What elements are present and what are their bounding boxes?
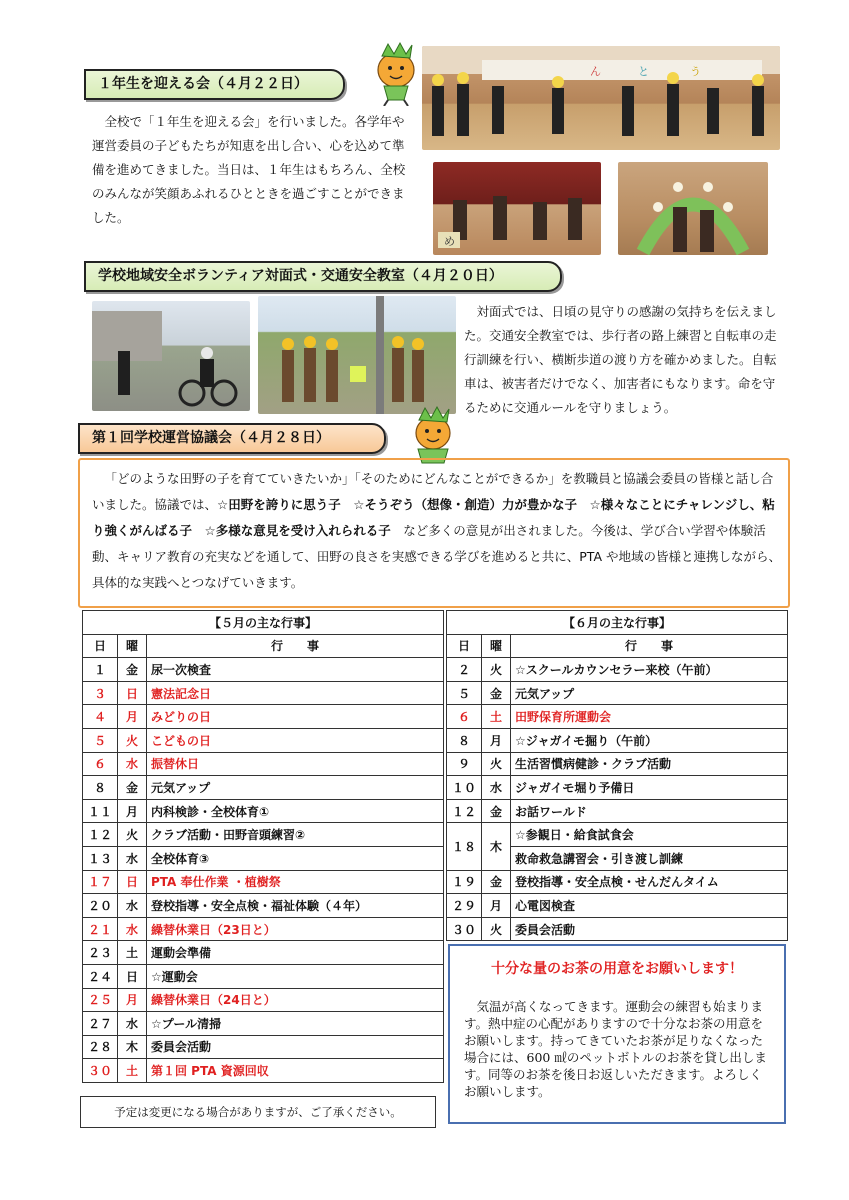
table-cell: 委員会活動 — [511, 917, 788, 941]
table-cell: 内科検診・全校体育① — [147, 799, 444, 823]
table-cell: ２４ — [83, 964, 118, 988]
section3-point-2: ☆そうぞう（想像・創造）力が豊かな子 — [353, 497, 577, 512]
may-heading: 【５月の主な行事】 — [83, 611, 444, 635]
table-cell: ２９ — [447, 894, 482, 918]
table-row — [447, 611, 788, 635]
table-cell: 尿一次検査 — [147, 658, 444, 682]
table-cell: ３０ — [447, 917, 482, 941]
table-cell: ☆ジャガイモ掘り（午前） — [511, 728, 788, 752]
section1-body: 全校で「１年生を迎える会」を行いました。各学年や運営委員の子どもたちが知恵を出し合い、心を込めて準備を進めてきました。当日は、１年生はもちろん、全校のみんなが笑顔あふれるひとときを過ごすことができました。 — [92, 114, 406, 225]
table-cell: 日 — [118, 870, 147, 894]
table-cell: 月 — [482, 728, 511, 752]
table-cell: 月 — [482, 894, 511, 918]
table-row — [83, 611, 444, 635]
table-row — [447, 776, 788, 800]
table-cell: クラブ活動・田野音頭練習② — [147, 823, 444, 847]
table-cell: 日 — [118, 964, 147, 988]
table-cell: 火 — [118, 823, 147, 847]
mascot-icon — [370, 40, 422, 106]
table-cell: 土 — [482, 705, 511, 729]
table-row — [447, 917, 788, 941]
table-cell: ２０ — [83, 894, 118, 918]
table-cell: 月 — [118, 988, 147, 1012]
banner-letter-3: う — [690, 65, 701, 78]
table-row — [83, 728, 444, 752]
table-cell: 憲法記念日 — [147, 681, 444, 705]
table-row — [83, 752, 444, 776]
table-cell: １８ — [447, 823, 482, 870]
table-cell: みどりの日 — [147, 705, 444, 729]
table-cell: 委員会活動 — [147, 1035, 444, 1059]
table-row — [83, 776, 444, 800]
photo-welcome-stage — [422, 46, 780, 150]
table-cell: ２５ — [83, 988, 118, 1012]
table-cell: １３ — [83, 846, 118, 870]
table-cell: ☆スクールカウンセラー来校（午前） — [511, 658, 788, 682]
table-cell: 元気アップ — [147, 776, 444, 800]
table-cell: 月 — [118, 799, 147, 823]
table-cell: ６ — [447, 705, 482, 729]
table-cell: ２８ — [83, 1035, 118, 1059]
table-cell: １２ — [447, 799, 482, 823]
table-row — [447, 728, 788, 752]
table-cell: ３ — [83, 681, 118, 705]
photo-safety-volunteers — [258, 296, 456, 414]
table-cell: お話ワールド — [511, 799, 788, 823]
table-cell: 金 — [118, 658, 147, 682]
table-cell: 心電図検査 — [511, 894, 788, 918]
table-row — [83, 1059, 444, 1083]
section2-body: 対面式では、日頃の見守りの感謝の気持ちを伝えました。交通安全教室では、歩行者の路上練習と自転車の走行訓練を行い、横断歩道の渡り方を確かめました。自転車は、被害者だけでなく、加害者にもなります。命を守るために交通ルールを守りましょう。 — [464, 304, 777, 415]
table-row — [447, 799, 788, 823]
table-cell: １７ — [83, 870, 118, 894]
may-col-day: 日 — [83, 634, 118, 658]
table-cell: ２ — [447, 658, 482, 682]
table-cell: ☆プール清掃 — [147, 1012, 444, 1036]
table-row — [83, 846, 444, 870]
table-cell: 田野保育所運動会 — [511, 705, 788, 729]
table-row — [83, 964, 444, 988]
table-cell: 火 — [482, 917, 511, 941]
section2-title: 学校地域安全ボランティア対面式・交通安全教室（４月２０日） — [84, 261, 562, 292]
table-cell: 登校指導・安全点検・福祉体験（４年） — [147, 894, 444, 918]
table-cell: 金 — [482, 681, 511, 705]
table-cell: 水 — [118, 1012, 147, 1036]
table-cell: 生活習慣病健診・クラブ活動 — [511, 752, 788, 776]
table-cell: ６ — [83, 752, 118, 776]
june-col-event: 行 事 — [511, 634, 788, 658]
table-cell: ５ — [83, 728, 118, 752]
table-cell: １１ — [83, 799, 118, 823]
table-cell: PTA 奉仕作業 ・植樹祭 — [147, 870, 444, 894]
table-cell: ５ — [447, 681, 482, 705]
june-col-day: 日 — [447, 634, 482, 658]
section3-point-3: ☆様々なことにチャレンジし、粘り強くがんばる子 — [92, 497, 775, 538]
table-row — [83, 799, 444, 823]
table-cell: ☆参観日・給食試食会 — [511, 823, 788, 847]
table-cell: 金 — [482, 799, 511, 823]
table-row — [447, 823, 788, 847]
table-cell: 救命救急講習会・引き渡し訓練 — [511, 846, 788, 870]
table-cell: 元気アップ — [511, 681, 788, 705]
section3-point-1: ☆田野を誇りに思う子 — [217, 497, 341, 512]
may-col-event: 行 事 — [147, 634, 444, 658]
section3-title: 第１回学校運営協議会（４月２８日） — [78, 423, 386, 454]
june-heading: 【６月の主な行事】 — [447, 611, 788, 635]
photo-sign-text: め — [444, 235, 455, 248]
table-cell: ☆運動会 — [147, 964, 444, 988]
table-cell: ４ — [83, 705, 118, 729]
table-cell: 金 — [118, 776, 147, 800]
table-cell: ８ — [83, 776, 118, 800]
table-row — [83, 705, 444, 729]
table-cell: 繰替休業日（24日と） — [147, 988, 444, 1012]
table-cell: 水 — [118, 752, 147, 776]
table-row — [83, 1035, 444, 1059]
section3-rest: など多くの意見が出されました。今後は、学び合い学習や体験活動、キャリア教育の充実などを通して、田野の良さを実感できる学びを進めると共に、PTA や地域の皆様と連携しながら、具体的な実践へとつなげていきます。 — [92, 523, 781, 590]
table-cell: 土 — [118, 941, 147, 965]
banner-letter-2: と — [638, 65, 649, 78]
table-row — [447, 658, 788, 682]
table-cell: 木 — [482, 823, 511, 870]
photo-welcome-arch — [618, 162, 768, 255]
table-row — [83, 894, 444, 918]
table-cell: 繰替休業日（23日と） — [147, 917, 444, 941]
section3-point-4: ☆多様な意見を受け入れられる子 — [204, 523, 391, 538]
table-row — [83, 988, 444, 1012]
table-cell: １ — [83, 658, 118, 682]
table-cell: 水 — [118, 917, 147, 941]
table-row — [83, 1012, 444, 1036]
table-cell: 火 — [118, 728, 147, 752]
table-row — [447, 705, 788, 729]
table-cell: ジャガイモ堀り予備日 — [511, 776, 788, 800]
table-row — [83, 823, 444, 847]
june-col-week: 曜 — [482, 634, 511, 658]
table-row — [447, 634, 788, 658]
table-cell: 登校指導・安全点検・せんだんタイム — [511, 870, 788, 894]
table-row — [447, 752, 788, 776]
june-events-table — [446, 610, 788, 941]
table-row — [83, 870, 444, 894]
table-row — [447, 870, 788, 894]
table-row — [83, 658, 444, 682]
photo-bicycle-training — [92, 301, 250, 411]
table-cell: 火 — [482, 658, 511, 682]
table-cell: 水 — [118, 894, 147, 918]
may-events-table — [82, 610, 444, 1083]
table-row — [83, 917, 444, 941]
table-cell: ８ — [447, 728, 482, 752]
table-cell: 振替休日 — [147, 752, 444, 776]
table-cell: 月 — [118, 705, 147, 729]
section1-title: １年生を迎える会（４月２２日） — [84, 69, 345, 100]
table-row — [83, 941, 444, 965]
table-row — [447, 681, 788, 705]
table-cell: ２７ — [83, 1012, 118, 1036]
table-cell: こどもの日 — [147, 728, 444, 752]
tea-notice-box — [448, 944, 786, 1124]
table-row — [447, 894, 788, 918]
table-cell: ９ — [447, 752, 482, 776]
table-cell: 水 — [482, 776, 511, 800]
table-cell: 日 — [118, 681, 147, 705]
banner-letter-1: ん — [590, 65, 601, 78]
tea-notice-title: 十分な量のお茶の用意をお願いします！ — [491, 961, 743, 977]
table-cell: 水 — [118, 846, 147, 870]
section3-body — [92, 466, 782, 596]
table-cell: ３０ — [83, 1059, 118, 1083]
tea-notice-body: 気温が高くなってきます。運動会の練習も始まります。熱中症の心配がありますので十分なお茶の用意をお願いします。持ってきていたお茶が足りなくなった場合には、600 ㎖のペットボトルのお茶を貸し出します。同等のお茶を後日お返しいただきます。よろしくお願いします。 — [464, 999, 767, 1099]
table-cell: 火 — [482, 752, 511, 776]
table-cell: 木 — [118, 1035, 147, 1059]
table-cell: ２１ — [83, 917, 118, 941]
table-cell: 運動会準備 — [147, 941, 444, 965]
table-cell: 金 — [482, 870, 511, 894]
table-cell: ２３ — [83, 941, 118, 965]
section3-intro: 「どのような田野の子を育てていきたいか」「そのためにどんなことができるか」を教職員と協議会委員の皆様と話し合いました。協議では、 — [92, 471, 774, 512]
table-cell: 土 — [118, 1059, 147, 1083]
table-cell: １２ — [83, 823, 118, 847]
table-cell: 第１回 PTA 資源回収 — [147, 1059, 444, 1083]
table-cell: 全校体育③ — [147, 846, 444, 870]
table-row — [83, 681, 444, 705]
table-cell: １０ — [447, 776, 482, 800]
table-cell: １９ — [447, 870, 482, 894]
photo-welcome-performance — [433, 162, 601, 255]
schedule-change-note: 予定は変更になる場合がありますが、ご了承ください。 — [80, 1096, 436, 1128]
table-row — [83, 634, 444, 658]
may-col-week: 曜 — [118, 634, 147, 658]
